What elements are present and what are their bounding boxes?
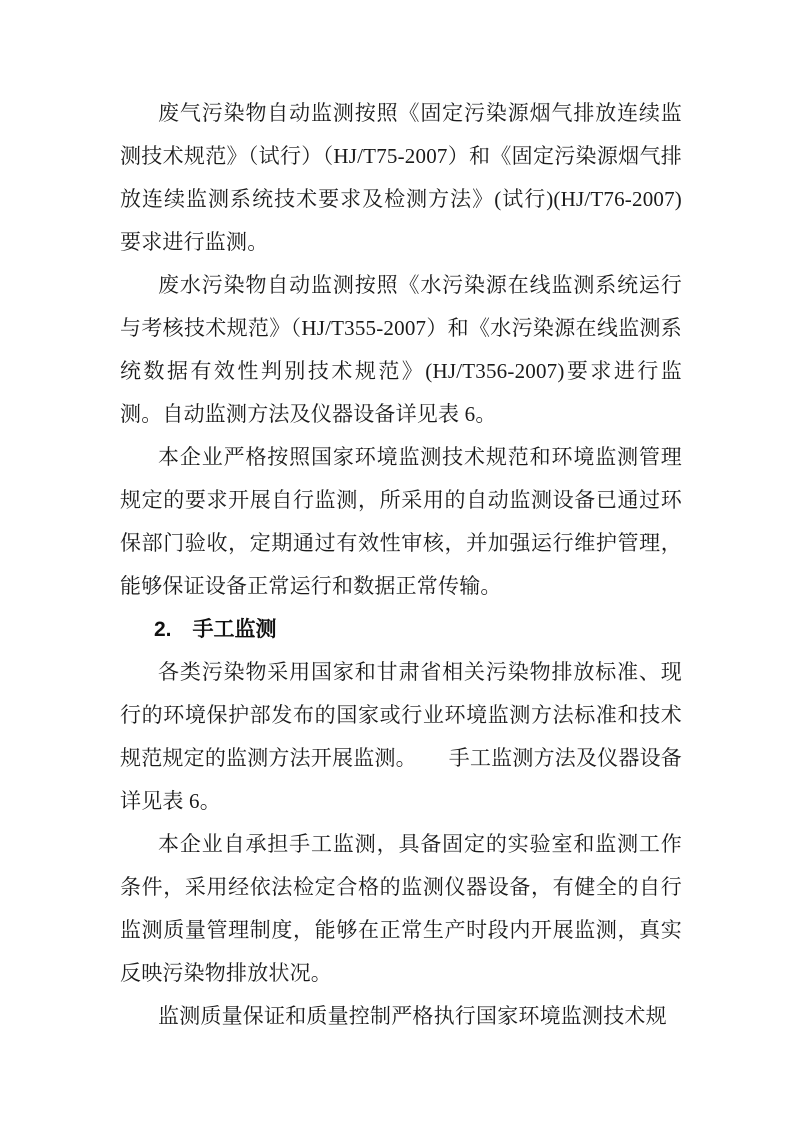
para-manual-monitoring-capability: 本企业自承担手工监测，具备固定的实验室和监测工作条件，采用经依法检定合格的监测仪器设备，有健全的自行监测质量管理制度，能够在正常生产时段内开展监测，真实反映污染物排放状况。 (120, 832, 682, 985)
para-qa-qc: 监测质量保证和质量控制严格执行国家环境监测技术规 (158, 1004, 667, 1028)
document-body (120, 92, 682, 1038)
para-waste-gas-auto-monitoring: 废气污染物自动监测按照《固定污染源烟气排放连续监测技术规范》（试行）（HJ/T75-2007）和《固定污染源烟气排放连续监测系统技术要求及检测方法》(试行)(HJ/T76-2007)要求进行监测。 (120, 101, 682, 254)
heading-manual-monitoring: 2. 手工监测 (154, 618, 277, 641)
para-manual-monitoring-standards: 各类污染物采用国家和甘肃省相关污染物排放标准、现行的环境保护部发布的国家或行业环境监测方法标准和技术规范规定的监测方法开展监测。 手工监测方法及仪器设备详见表 6。 (120, 660, 682, 813)
para-auto-monitoring-assurance: 本企业严格按照国家环境监测技术规范和环境监测管理规定的要求开展自行监测，所采用的自动监测设备已通过环保部门验收，定期通过有效性审核，并加强运行维护管理，能够保证设备正常运行和数据正常传输。 (120, 445, 682, 598)
para-waste-water-auto-monitoring: 废水污染物自动监测按照《水污染源在线监测系统运行与考核技术规范》（HJ/T355-2007）和《水污染源在线监测系统数据有效性判别技术规范》(HJ/T356-2007)要求进行监测。自动监测方法及仪器设备详见表 6。 (120, 273, 682, 426)
